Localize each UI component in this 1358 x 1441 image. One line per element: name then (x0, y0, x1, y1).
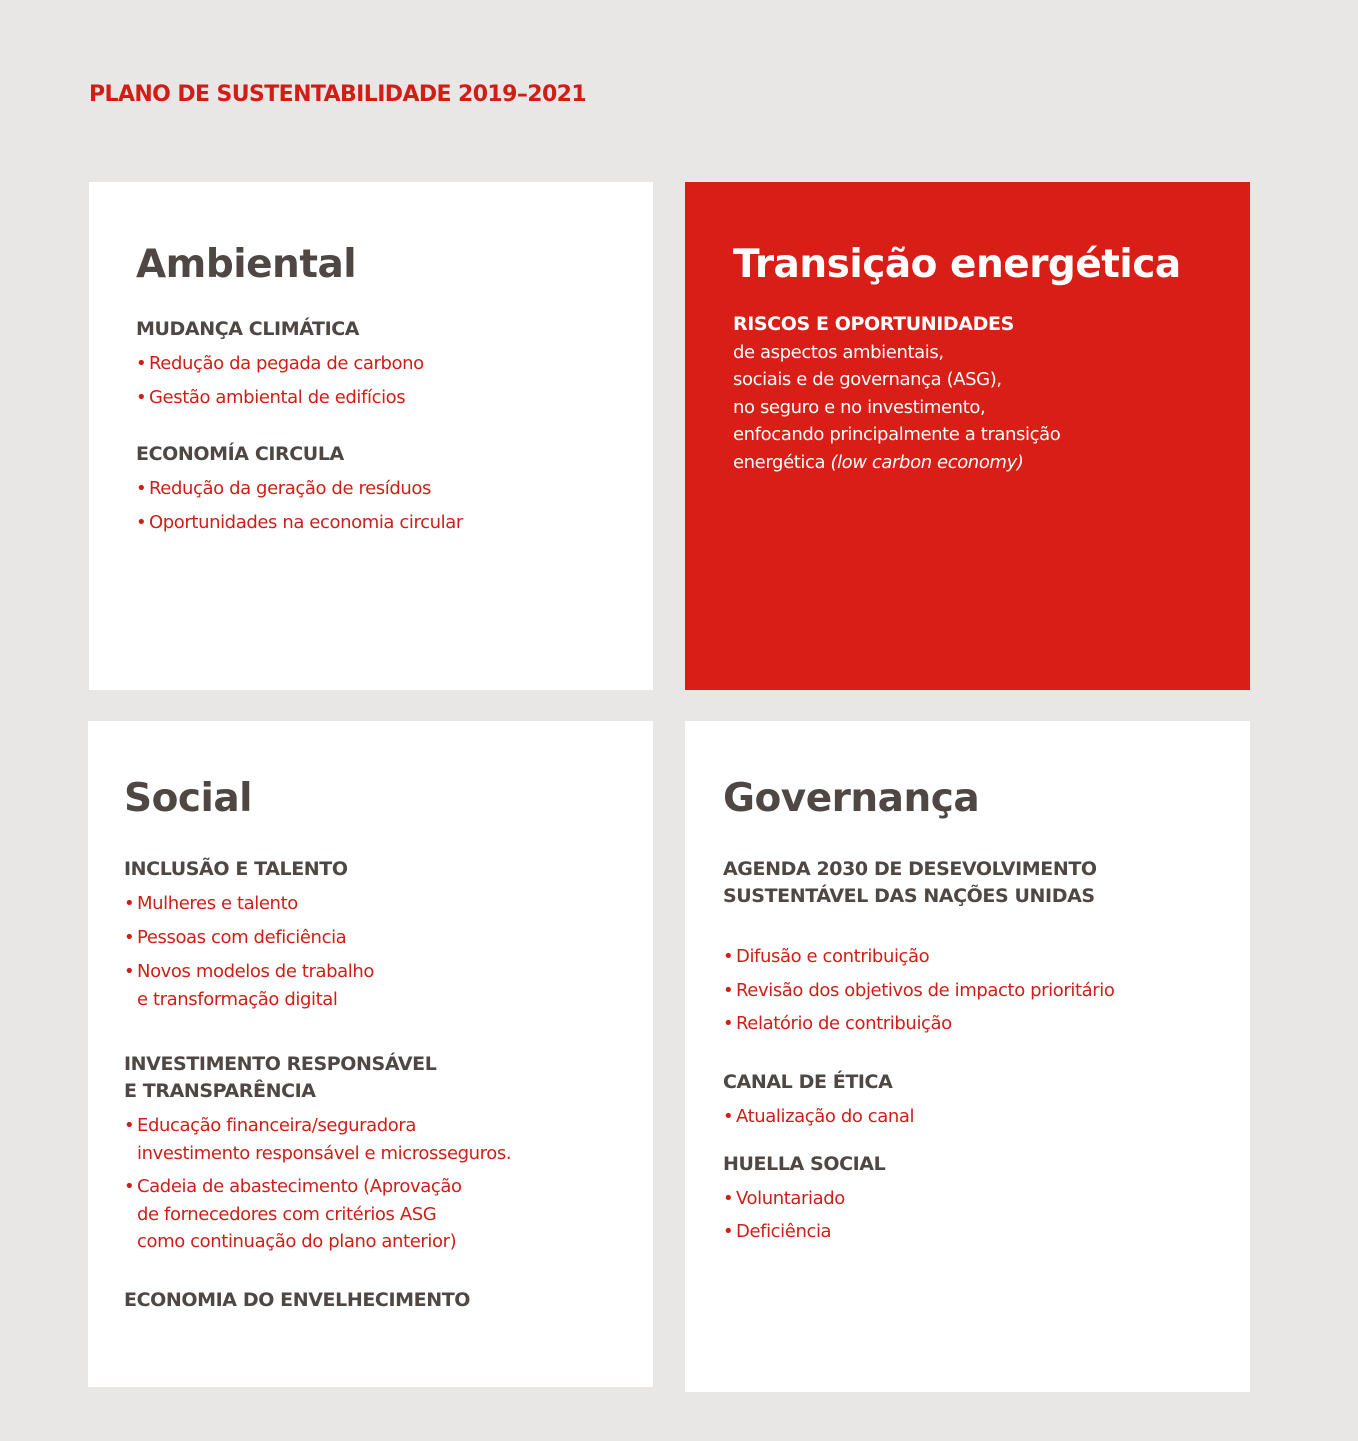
list-item: • Oportunidades na economia circular (136, 509, 463, 537)
transicao-title: Transição energética (733, 242, 1181, 287)
section-heading-canal-etica: CANAL DE ÉTICA (723, 1071, 893, 1093)
list-item: • Redução da geração de resíduos (136, 475, 431, 503)
transicao-card (685, 182, 1250, 690)
list-item: • Voluntariado (723, 1185, 845, 1213)
ambiental-card (89, 182, 653, 690)
list-item: • Relatório de contribuição (723, 1010, 952, 1038)
bullet-icon: • (136, 353, 147, 374)
bullet-icon: • (136, 387, 147, 408)
section-heading-inclusao: INCLUSÃO E TALENTO (124, 858, 348, 880)
section-heading-riscos: RISCOS E OPORTUNIDADES (733, 313, 1014, 335)
list-item: • Gestão ambiental de edifícios (136, 384, 405, 412)
transicao-body: de aspectos ambientais, sociais e de governança (ASG), no seguro e no investimento, enfocando principalmente a transição energética (low carbon economy) (733, 342, 1061, 473)
bullet-icon: • (124, 893, 135, 914)
list-item: • Novos modelos de trabalho e transformação digital (124, 958, 374, 1013)
list-item: • Redução da pegada de carbono (136, 350, 424, 378)
section-heading-mudanca-climatica: MUDANÇA CLIMÁTICA (136, 318, 360, 340)
social-card (88, 721, 653, 1387)
list-item: • Difusão e contribuição (723, 943, 929, 971)
list-item: • Deficiência (723, 1218, 831, 1246)
bullet-icon: • (723, 980, 734, 1001)
bullet-icon: • (124, 961, 135, 982)
bullet-icon: • (723, 946, 734, 967)
governanca-title: Governança (723, 776, 980, 821)
section-heading-huella-social: HUELLA SOCIAL (723, 1153, 886, 1175)
bullet-icon: • (124, 1176, 135, 1197)
bullet-icon: • (723, 1188, 734, 1209)
section-heading-agenda-2030: AGENDA 2030 DE DESEVOLVIMENTO SUSTENTÁVEL DAS NAÇÕES UNIDAS (723, 858, 1097, 907)
bullet-icon: • (723, 1106, 734, 1127)
bullet-icon: • (124, 927, 135, 948)
list-item: • Educação financeira/seguradora investimento responsável e microsseguros. (124, 1112, 511, 1167)
section-heading-economia-circula: ECONOMÍA CIRCULA (136, 443, 344, 465)
bullet-icon: • (136, 478, 147, 499)
list-item: • Cadeia de abastecimento (Aprovação de fornecedores com critérios ASG como continuação do plano anterior) (124, 1173, 462, 1256)
bullet-icon: • (723, 1013, 734, 1034)
list-item: • Mulheres e talento (124, 890, 298, 918)
section-heading-economia-envelhecimento: ECONOMIA DO ENVELHECIMENTO (124, 1289, 471, 1311)
ambiental-title: Ambiental (136, 242, 357, 287)
list-item: • Revisão dos objetivos de impacto prioritário (723, 977, 1115, 1005)
bullet-icon: • (124, 1115, 135, 1136)
social-title: Social (124, 776, 253, 821)
page-title: PLANO DE SUSTENTABILIDADE 2019–2021 (89, 82, 587, 107)
list-item: • Atualização do canal (723, 1103, 914, 1131)
list-item: • Pessoas com deficiência (124, 924, 346, 952)
section-heading-investimento: INVESTIMENTO RESPONSÁVEL E TRANSPARÊNCIA (124, 1053, 437, 1102)
bullet-icon: • (136, 512, 147, 533)
bullet-icon: • (723, 1221, 734, 1242)
governanca-card (685, 721, 1250, 1392)
